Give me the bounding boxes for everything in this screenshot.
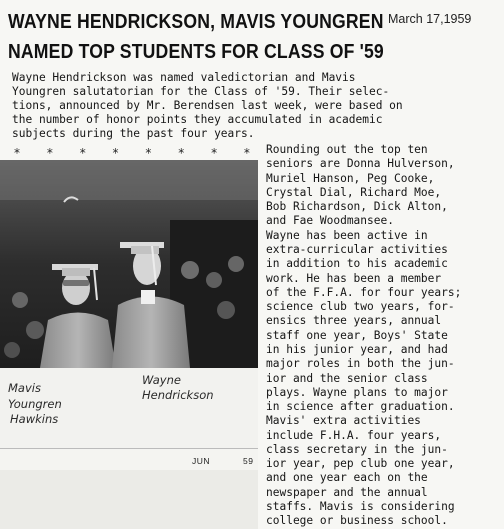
column-line: work. He has been a member [266,271,442,285]
column-line: Mavis' extra activities [266,414,421,428]
lead-line: tions, announced by Mr. Berendsen last week, were based on [12,99,403,112]
column-line: seniors are Donna Hulverson, [266,157,455,171]
star: * [178,146,185,160]
headline-line-1: WAYNE HENDRICKSON, MAVIS YOUNGREN [8,10,384,33]
column-line: plays. Wayne plans to major [266,385,448,399]
column-line: include F.H.A. four years, [266,428,442,442]
star: * [46,146,53,160]
column-line: Crystal Dial, Richard Moe, [266,185,442,199]
column-line: science club two years, for- [266,300,455,314]
graduation-photo [0,160,258,368]
star: * [243,146,250,160]
column-line: in addition to his academic [266,257,448,271]
star: * [145,146,152,160]
clipping-year: 59 [243,456,254,466]
column-line: major roles in both the jun- [266,357,455,371]
column-line: newspaper and the annual [266,485,428,499]
headline-line-2: NAMED TOP STUDENTS FOR CLASS OF '59 [8,40,384,63]
column-line: and one year each on the [266,471,428,485]
star: * [112,146,119,160]
page-margin [0,470,258,529]
column-line: college or business school. [266,514,448,528]
lead-line: subjects during the past four years. [12,127,255,140]
handwritten-caption-area [0,368,258,448]
column-line: staffs. Mavis is considering [266,500,455,513]
star: * [79,146,86,160]
clipping-month: JUN [192,456,211,466]
column-line: ior and the senior class [266,371,428,385]
star: * [14,146,20,160]
column-line: ensics three years, annual [266,314,442,328]
handwritten-name-left: Hawkins [10,412,59,426]
lead-line: Youngren salutatorian for the Class of '59. Their selec- [12,85,390,98]
column-line: class secretary in the jun- [266,442,448,456]
handwritten-name-left: Mavis [8,381,41,395]
graduation-photo-image [0,160,258,368]
column-line: of the F.F.A. for four years; [266,285,462,299]
column-line: extra-curricular activities [266,243,448,256]
handwritten-name-left: Youngren [8,397,62,411]
column-line: Rounding out the top ten [266,143,428,156]
lead-line: Wayne Hendrickson was named valedictorian and Mavis [12,71,356,84]
clipping-footer [0,448,258,471]
star: * [211,146,218,160]
column-line: Wayne has been active in [266,228,428,242]
handwritten-name-right: Wayne [142,373,181,387]
column-line: in his junior year, and had [266,342,448,356]
column-line: and Fae Woodmansee. [266,214,394,228]
column-line: Muriel Hanson, Peg Cooke, [266,171,435,185]
column-line: Bob Richardson, Dick Alton, [266,200,448,214]
star-divider [14,146,250,160]
column-line: in science after graduation. [266,400,455,413]
date-stamp: March 17,1959 [388,12,472,26]
handwritten-name-right: Hendrickson [142,388,214,402]
lead-line: the number of honor points they accumulated in academic [12,113,383,126]
column-line: staff one year, Boys' State [266,328,448,342]
column-line: ior year, pep club one year, [266,457,455,471]
